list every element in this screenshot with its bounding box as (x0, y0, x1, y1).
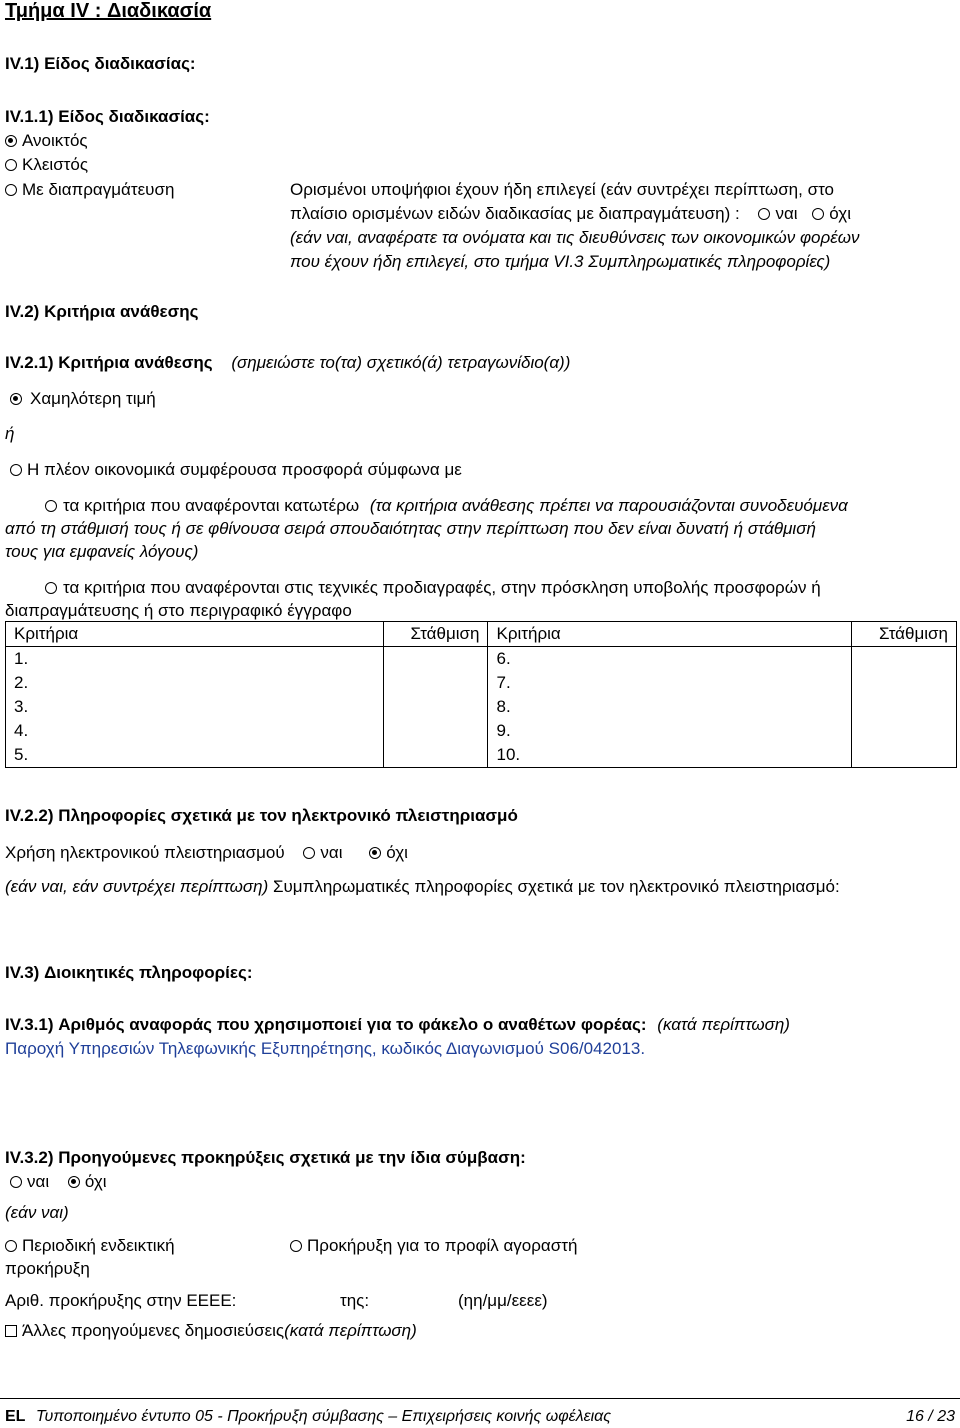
date-format-label: (ηη/μμ/εεεε) (458, 1291, 548, 1310)
other-publications-note: (κατά περίπτωση) (284, 1321, 417, 1340)
radio-empty-icon (290, 1240, 302, 1252)
table-header-weight: Στάθμιση (852, 622, 957, 647)
table-cell[interactable] (383, 647, 488, 672)
negotiation-note-line2 (290, 204, 851, 224)
if-yes-label: (εάν ναι) (5, 1203, 69, 1222)
auction-heading: IV.2.2) Πληροφορίες σχετικά με τον ηλεκτρονικό πλειστηριασμό (5, 806, 518, 825)
radio-selected-icon (10, 393, 22, 405)
criteria-below-note: (τα κριτήρια ανάθεσης πρέπει να παρουσιάζονται συνοδευόμενα (369, 496, 848, 515)
candidates-yes-option[interactable] (758, 204, 797, 223)
criteria-below-label: τα κριτήρια που αναφέρονται κατωτέρω (63, 496, 360, 515)
table-cell[interactable] (852, 647, 957, 672)
prev-yes-option[interactable] (10, 1172, 49, 1191)
auction-use-label: Χρήση ηλεκτρονικού πλειστηριασμού (5, 843, 285, 862)
other-publications-label: Άλλες προηγούμενες δημοσιεύσεις (22, 1321, 285, 1340)
auction-info-note: (εάν ναι, εάν συντρέχει περίπτωση) (5, 877, 269, 896)
table-cell[interactable]: 9. (488, 719, 852, 743)
criteria-docs-label: τα κριτήρια που αναφέρονται στις τεχνικές προδιαγραφές, στην πρόσκληση υποβολής προσφορών ή (63, 578, 821, 597)
footer-form-name: Τυποποιημένο έντυπο 05 - Προκήρυξη σύμβασης – Επιχειρήσεις κοινής ωφέλειας (35, 1408, 612, 1425)
table-cell[interactable] (852, 743, 957, 768)
criteria-table (5, 621, 957, 768)
radio-empty-icon (812, 208, 824, 220)
footer-lang: EL (5, 1408, 26, 1425)
prev-no-option[interactable] (68, 1172, 107, 1191)
table-cell[interactable]: 3. (6, 695, 384, 719)
criteria-below-line3: τους για εμφανείς λόγους) (5, 542, 199, 561)
table-cell[interactable] (852, 695, 957, 719)
file-ref-note: (κατά περίπτωση) (657, 1015, 790, 1034)
table-cell[interactable] (852, 671, 957, 695)
radio-empty-icon (5, 159, 17, 171)
table-row (6, 719, 957, 743)
table-row (6, 647, 957, 672)
oj-number-label: Αριθ. προκήρυξης στην ΕΕΕΕ: (5, 1291, 237, 1310)
radio-selected-icon (369, 847, 381, 859)
auction-no-option[interactable] (369, 843, 408, 862)
auction-info-label: Συμπληρωματικές πληροφορίες σχετικά με τον ηλεκτρονικό πλειστηριασμό: (272, 877, 840, 896)
iv1-1-heading: IV.1.1) Είδος διαδικασίας: (5, 107, 210, 126)
iv2-heading: IV.2) Κριτήρια ανάθεσης (5, 302, 199, 321)
table-cell[interactable] (852, 719, 957, 743)
lowest-price-label: Χαμηλότερη τιμή (30, 389, 156, 408)
auction-yes-option[interactable] (303, 843, 342, 862)
iv3-heading: IV.3) Διοικητικές πληροφορίες: (5, 963, 253, 982)
iv2-1-heading: IV.2.1) Κριτήρια ανάθεσης (5, 353, 213, 372)
checkbox-empty-icon (5, 1325, 17, 1337)
footer-page-number: 16 / 23 (906, 1408, 955, 1425)
radio-empty-icon (5, 184, 17, 196)
table-cell[interactable] (383, 743, 488, 768)
periodic-notice-line2: προκήρυξη (5, 1259, 90, 1278)
iv1-heading: IV.1) Είδος διαδικασίας: (5, 54, 196, 73)
table-cell[interactable]: 8. (488, 695, 852, 719)
table-cell[interactable] (383, 719, 488, 743)
table-cell[interactable]: 6. (488, 647, 852, 672)
meat-label: Η πλέον οικονομικά συμφέρουσα προσφορά σύμφωνα με (27, 460, 462, 479)
file-ref-value: Παροχή Υπηρεσιών Τηλεφωνικής Εξυπηρέτησης, κωδικός Διαγωνισμού S06/042013. (5, 1039, 646, 1058)
radio-empty-icon (758, 208, 770, 220)
file-ref-heading: IV.3.1) Αριθμός αναφοράς που χρησιμοποιεί για το φάκελο ο αναθέτων φορέας: (5, 1015, 647, 1034)
negotiation-note-text: πλαίσιο ορισμένων ειδών διαδικασίας με διαπραγμάτευση) : (290, 204, 740, 223)
radio-selected-icon (5, 135, 17, 147)
no-label: όχι (386, 843, 408, 862)
option-label: Κλειστός (22, 155, 89, 174)
periodic-notice-label: Περιοδική ενδεικτική (22, 1236, 175, 1255)
yes-label: ναι (320, 843, 343, 862)
no-label: όχι (829, 204, 851, 223)
table-row (6, 743, 957, 768)
radio-empty-icon (10, 1176, 22, 1188)
yes-label: ναι (27, 1172, 50, 1191)
buyer-profile-label: Προκήρυξη για το προφίλ αγοραστή (307, 1236, 578, 1255)
table-header-weight: Στάθμιση (383, 622, 488, 647)
radio-selected-icon (68, 1176, 80, 1188)
table-header-row (6, 622, 957, 647)
negotiation-note-line1: Ορισμένοι υποψήφιοι έχουν ήδη επιλεγεί (εάν συντρέχει περίπτωση, στο (290, 180, 835, 199)
section-title: Τμήμα IV : Διαδικασία (5, 0, 212, 22)
footer-divider (0, 1398, 960, 1399)
buyer-profile-option[interactable] (290, 1236, 577, 1256)
option-label: Με διαπραγμάτευση (22, 180, 175, 199)
procedure-option-negotiated[interactable] (5, 180, 174, 200)
criteria-docs-option[interactable] (45, 578, 821, 598)
radio-empty-icon (10, 464, 22, 476)
option-label: Ανοικτός (22, 131, 88, 150)
iv2-1-note: (σημειώστε το(τα) σχετικό(ά) τετραγωνίδιο(α)) (231, 353, 571, 372)
yes-label: ναι (775, 204, 798, 223)
radio-empty-icon (5, 1240, 17, 1252)
table-cell[interactable]: 2. (6, 671, 384, 695)
procedure-option-restricted[interactable] (5, 155, 88, 175)
table-cell[interactable]: 5. (6, 743, 384, 768)
of-label: της: (340, 1291, 370, 1310)
criteria-below-line1[interactable] (45, 496, 848, 516)
table-row (6, 671, 957, 695)
criteria-below-line2: από τη στάθμισή τους ή σε φθίνουσα σειρά σπουδαιότητας στην περίπτωση που δεν είναι δυνατή ή στάθμισή (5, 519, 816, 538)
footer-left (5, 1408, 611, 1426)
file-ref-line (5, 1015, 790, 1035)
table-cell[interactable]: 4. (6, 719, 384, 743)
no-label: όχι (84, 1172, 107, 1191)
procedure-option-open[interactable] (5, 131, 88, 151)
radio-empty-icon (45, 500, 57, 512)
auction-info-line (5, 877, 840, 897)
table-header-criteria: Κριτήρια (488, 622, 852, 647)
lowest-price-option[interactable] (10, 389, 156, 409)
periodic-notice-option[interactable] (5, 1236, 175, 1256)
table-cell[interactable]: 1. (6, 647, 384, 672)
prev-notices-heading: IV.3.2) Προηγούμενες προκηρύξεις σχετικά με την ίδια σύμβαση: (5, 1148, 526, 1167)
criteria-docs-line2: διαπραγμάτευσης ή στο περιγραφικό έγγραφο (5, 601, 352, 620)
other-publications-option[interactable] (5, 1321, 417, 1341)
or-label: ή (5, 424, 15, 443)
meat-option[interactable] (10, 460, 462, 480)
auction-use-line (5, 843, 408, 863)
iv2-1-heading-line (5, 353, 570, 373)
radio-empty-icon (45, 582, 57, 594)
table-cell[interactable]: 10. (488, 743, 852, 768)
table-cell[interactable] (383, 695, 488, 719)
radio-empty-icon (303, 847, 315, 859)
negotiation-note-line3: (εάν ναι, αναφέρατε τα ονόματα και τις διευθύνσεις των οικονομικών φορέων (290, 228, 860, 247)
table-cell[interactable]: 7. (488, 671, 852, 695)
prev-notices-options (10, 1172, 107, 1192)
table-row (6, 695, 957, 719)
candidates-no-option[interactable] (812, 204, 851, 223)
table-header-criteria: Κριτήρια (6, 622, 384, 647)
negotiation-note-line4: που έχουν ήδη επιλεγεί, στο τμήμα VI.3 Συμπληρωματικές πληροφορίες) (290, 252, 831, 271)
table-cell[interactable] (383, 671, 488, 695)
